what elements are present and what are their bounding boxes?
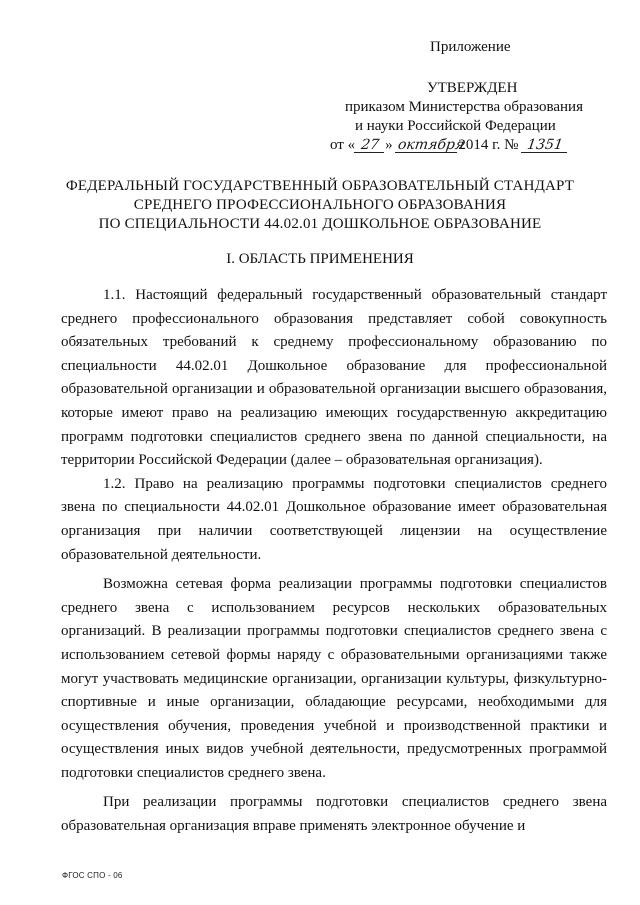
body-text	[61, 284, 607, 839]
approved-label: УТВЕРЖДЕН	[427, 80, 518, 96]
approval-date-line	[330, 136, 600, 155]
handwritten-day: 27	[354, 138, 386, 153]
date-prefix: от «	[330, 137, 356, 153]
handwritten-order-number: 1351	[521, 138, 569, 153]
paragraph-network-form: Возможна сетевая форма реализации программы подготовки специалистов среднего звена с использованием ресурсов нескольких образовательных организаций. В реализации программы подготовки специалистов среднего звена с использованием сетевой формы наряду с образовательными организациями также могут участвовать медицинские организации, организации культуры, физкультурно-спортивные и иные организации, обладающие ресурсами, необходимыми для осуществления обучения, проведения учебной и производственной практики и осуществления иных видов учебной деятельности, предусмотренных программой подготовки специалистов среднего звена.	[61, 576, 607, 781]
footer-code: ФГОС СПО - 06	[62, 871, 123, 880]
section-heading: I. ОБЛАСТЬ ПРИМЕНЕНИЯ	[226, 251, 414, 267]
document-title	[40, 177, 600, 234]
approval-order-line-2: и науки Российской Федерации	[355, 118, 556, 134]
title-line-2: СРЕДНЕГО ПРОФЕССИОНАЛЬНОГО ОБРАЗОВАНИЯ	[133, 197, 507, 213]
approval-block	[330, 38, 615, 155]
paragraph-e-learning: При реализации программы подготовки специалистов среднего звена образовательная организация вправе применять электронное обучение и	[61, 794, 607, 835]
year-suffix: 2014 г. №	[458, 137, 519, 153]
paragraph-1-1: 1.1. Настоящий федеральный государственный образовательный стандарт среднего профессионального образования представляет собой совокупность обязательных требований к среднему профессиональному образованию по специальности 44.02.01 Дошкольное образование для профессиональной образовательной организации и образовательной организации высшего образования, которые имеют право на реализацию имеющих государственную аккредитацию программ подготовки специалистов среднего звена по данной специальности, на территории Российской Федерации (далее – образовательная организация).	[61, 287, 607, 469]
appendix-label: Приложение	[430, 39, 511, 55]
title-line-1: ФЕДЕРАЛЬНЫЙ ГОСУДАРСТВЕННЫЙ ОБРАЗОВАТЕЛЬНЫЙ СТАНДАРТ	[65, 178, 575, 194]
approval-order-line-1: приказом Министерства образования	[345, 99, 583, 115]
title-line-3: ПО СПЕЦИАЛЬНОСТИ 44.02.01 ДОШКОЛЬНОЕ ОБРАЗОВАНИЕ	[98, 216, 542, 232]
paragraph-1-2: 1.2. Право на реализацию программы подготовки специалистов среднего звена по специальности 44.02.01 Дошкольное образование имеет образовательная организация при наличии соответствующей лицензии на осуществление образовательной деятельности.	[61, 475, 607, 563]
date-mid: »	[385, 137, 393, 153]
handwritten-month: октября	[397, 137, 466, 153]
